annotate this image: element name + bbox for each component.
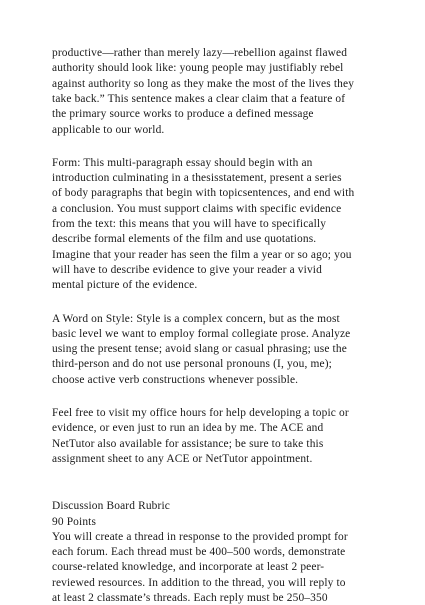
- paragraph-2-line-1: Form: This multi-paragraph essay should begin with an: [52, 156, 313, 169]
- paragraph-3-line-3: using the present tense; avoid slang or casual phrasing; use the: [52, 343, 347, 356]
- paragraph-4-line-4: assignment sheet to any ACE or NetTutor appointment.: [52, 452, 313, 465]
- paragraph-1-line-6: applicable to our world.: [52, 123, 165, 136]
- rubric-line-2: each forum. Each thread must be 400–500 words, demonstrate: [52, 546, 346, 559]
- rubric-line-4: reviewed resources. In addition to the thread, you will reply to: [52, 576, 346, 589]
- paragraph-3-line-5: choose active verb constructions whenever possible.: [52, 373, 299, 386]
- paragraph-1-line-4: take back.” This sentence makes a clear claim that a feature of: [52, 92, 346, 105]
- paragraph-2-line-3: of body paragraphs that begin with topicsentences, and end with: [52, 187, 355, 200]
- rubric-line-3: course-related knowledge, and incorporate at least 2 peer-: [52, 561, 325, 574]
- paragraph-2-line-9: mental picture of the evidence.: [52, 279, 198, 292]
- paragraph-2-line-5: from the text: this means that you will have to specifically: [52, 218, 327, 230]
- paragraph-2-line-7: Imagine that your reader has seen the film a year or so ago; you: [52, 248, 352, 261]
- paragraph-1-line-3: against authority so long as they make the most of the lives they: [52, 77, 355, 90]
- paragraph-3-line-4: third-person and do not use personal pronouns (I, you, me);: [52, 358, 332, 371]
- paragraph-2-line-6: describe formal elements of the film and use quotations.: [52, 233, 317, 246]
- paragraph-4-line-2: evidence, or even just to run an idea by me. The ACE and: [52, 422, 324, 435]
- paragraph-1-line-2: authority should look like: young people may justifiably rebel: [52, 62, 344, 75]
- rubric-points: 90 Points: [52, 515, 97, 528]
- rubric-line-1: You will create a thread in response to the provided prompt for: [52, 530, 348, 543]
- paragraph-3-line-1: A Word on Style: Style is a complex concern, but as the most: [52, 312, 340, 325]
- rubric-line-5: at least 2 classmate’s threads. Each reply must be 250–350: [52, 592, 328, 604]
- paragraph-4-line-3: NetTutor also available for assistance; be sure to take this: [52, 437, 324, 450]
- paragraph-4-line-1: Feel free to visit my office hours for help developing a topic or: [52, 407, 349, 419]
- paragraph-2-line-2: introduction culminating in a thesisstatement, present a series: [52, 172, 342, 185]
- paragraph-2-line-4: a conclusion. You must support claims with specific evidence: [52, 202, 342, 215]
- paragraph-2-line-8: will have to describe evidence to give your reader a vivid: [52, 263, 322, 276]
- paragraph-1-line-5: the primary source works to produce a defined message: [52, 108, 314, 121]
- paragraph-3-line-2: basic level we want to employ formal collegiate prose. Analyze: [52, 327, 351, 340]
- paragraph-1-line-1: productive—rather than merely lazy—rebellion against flawed: [52, 47, 348, 59]
- rubric-heading: Discussion Board Rubric: [52, 500, 170, 513]
